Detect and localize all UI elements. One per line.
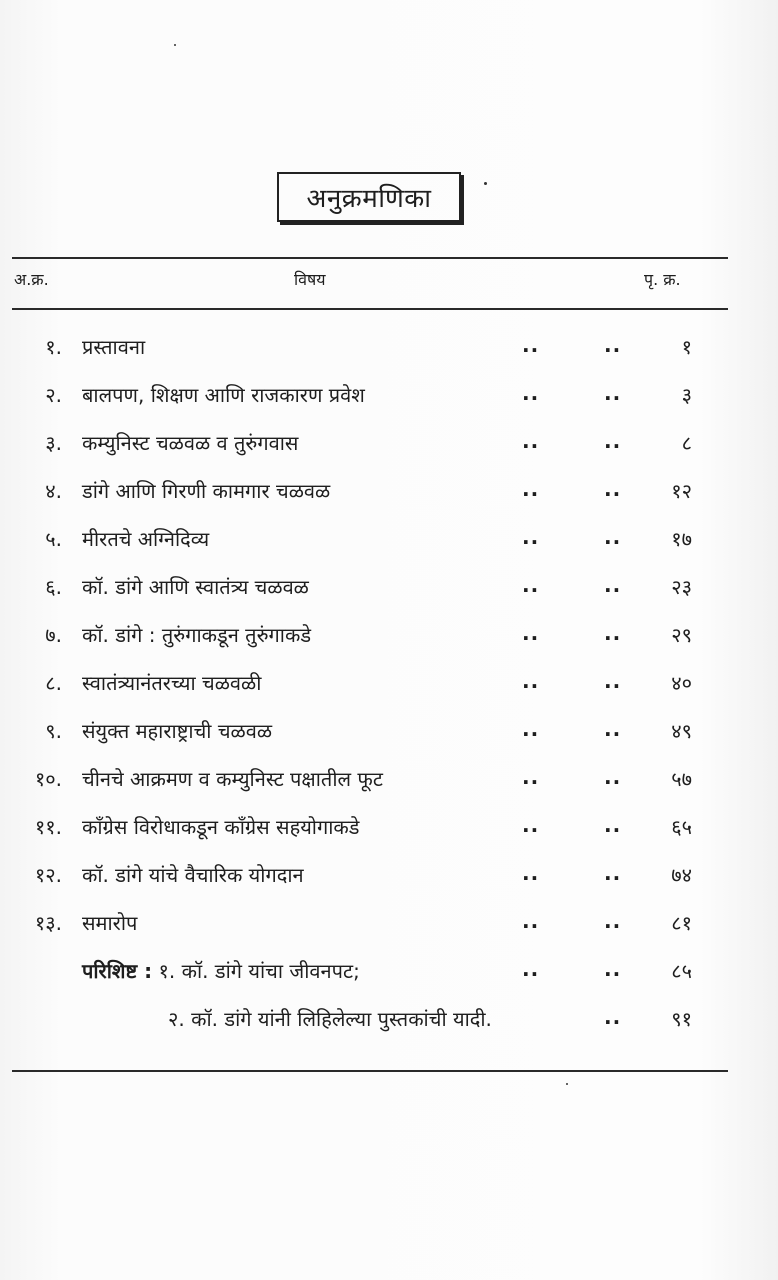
entry-page: २९ bbox=[671, 623, 692, 647]
appendix-entry bbox=[0, 957, 778, 1001]
entry-leader: .. bbox=[604, 957, 622, 981]
contents-entry bbox=[0, 477, 778, 521]
entry-number: ८. bbox=[45, 671, 62, 695]
contents-entry bbox=[0, 573, 778, 617]
entry-number: ५. bbox=[45, 527, 62, 551]
entry-leader: .. bbox=[522, 381, 540, 405]
entry-leader: .. bbox=[522, 429, 540, 453]
header-rule bbox=[12, 308, 728, 310]
entry-leader: .. bbox=[522, 669, 540, 693]
entry-leader: .. bbox=[522, 525, 540, 549]
contents-entry bbox=[0, 333, 778, 377]
entry-leader: .. bbox=[604, 765, 622, 789]
entry-page: ८१ bbox=[671, 911, 692, 935]
contents-heading: अनुक्रमणिका bbox=[277, 172, 461, 222]
entry-number: ३. bbox=[45, 431, 62, 455]
entry-title: चीनचे आक्रमण व कम्युनिस्ट पक्षातील फूट bbox=[82, 767, 383, 791]
entry-number: १२. bbox=[34, 863, 62, 887]
entry-leader: .. bbox=[604, 333, 622, 357]
entry-leader: .. bbox=[604, 861, 622, 885]
column-header-number: अ.क्र. bbox=[14, 270, 49, 289]
entry-page: १७ bbox=[671, 527, 692, 551]
contents-entry bbox=[0, 765, 778, 809]
column-header-page: पृ. क्र. bbox=[644, 270, 681, 289]
bottom-rule bbox=[12, 1070, 728, 1072]
appendix-entry bbox=[0, 1005, 778, 1049]
appendix-item-1: १. कॉ. डांगे यांचा जीवनपट; bbox=[158, 959, 360, 983]
contents-entry bbox=[0, 381, 778, 425]
entry-page: ८ bbox=[681, 431, 692, 455]
entry-page: २३ bbox=[671, 575, 692, 599]
entry-leader: .. bbox=[604, 813, 622, 837]
entry-leader: .. bbox=[604, 477, 622, 501]
appendix-title bbox=[82, 957, 360, 984]
entry-leader: .. bbox=[604, 621, 622, 645]
entry-page: ४० bbox=[671, 671, 692, 695]
entry-number: २. bbox=[45, 383, 62, 407]
entry-leader: .. bbox=[522, 765, 540, 789]
entry-page: ४९ bbox=[671, 719, 692, 743]
entry-title: संयुक्त महाराष्ट्राची चळवळ bbox=[82, 719, 273, 743]
entry-number: ९. bbox=[45, 719, 62, 743]
entry-page: १ bbox=[681, 335, 692, 359]
entry-leader: .. bbox=[522, 477, 540, 501]
entry-leader: .. bbox=[522, 861, 540, 885]
contents-entry bbox=[0, 813, 778, 857]
entry-leader: .. bbox=[522, 333, 540, 357]
entry-leader: .. bbox=[604, 381, 622, 405]
contents-entry bbox=[0, 429, 778, 473]
entry-leader: .. bbox=[604, 669, 622, 693]
entry-title: बालपण, शिक्षण आणि राजकारण प्रवेश bbox=[82, 383, 365, 407]
entry-number: १. bbox=[45, 335, 62, 359]
entry-leader: .. bbox=[522, 813, 540, 837]
entry-title: कॉ. डांगे आणि स्वातंत्र्य चळवळ bbox=[82, 575, 309, 599]
entry-leader: .. bbox=[604, 573, 622, 597]
paper-speck bbox=[566, 1083, 568, 1085]
entry-leader: .. bbox=[522, 909, 540, 933]
entry-leader: .. bbox=[604, 717, 622, 741]
entry-page: ९१ bbox=[671, 1007, 692, 1031]
entry-title: डांगे आणि गिरणी कामगार चळवळ bbox=[82, 479, 331, 503]
entry-number: ६. bbox=[45, 575, 62, 599]
entry-leader: .. bbox=[604, 1005, 622, 1029]
entry-leader: .. bbox=[604, 525, 622, 549]
entry-page: ७४ bbox=[671, 863, 692, 887]
contents-entry bbox=[0, 525, 778, 569]
entry-title: प्रस्तावना bbox=[82, 335, 146, 359]
contents-entry bbox=[0, 861, 778, 905]
entry-title: कॉ. डांगे यांचे वैचारिक योगदान bbox=[82, 863, 304, 887]
entry-title: स्वातंत्र्यानंतरच्या चळवळी bbox=[82, 671, 262, 695]
entry-page: ६५ bbox=[671, 815, 692, 839]
entry-title: समारोप bbox=[82, 911, 138, 935]
entry-number: ४. bbox=[45, 479, 62, 503]
entry-title: मीरतचे अग्निदिव्य bbox=[82, 527, 210, 551]
contents-entry bbox=[0, 717, 778, 761]
appendix-label: परिशिष्ट : bbox=[82, 959, 153, 983]
paper-speck bbox=[484, 182, 487, 185]
column-header-subject: विषय bbox=[294, 270, 326, 289]
entry-leader: .. bbox=[604, 429, 622, 453]
entry-title: कॉंग्रेस विरोधाकडून कॉंग्रेस सहयोगाकडे bbox=[82, 815, 360, 839]
entry-leader: .. bbox=[522, 957, 540, 981]
contents-entry bbox=[0, 909, 778, 953]
entry-leader: .. bbox=[522, 573, 540, 597]
entry-title: कॉ. डांगे : तुरुंगाकडून तुरुंगाकडे bbox=[82, 623, 312, 647]
contents-entry bbox=[0, 669, 778, 713]
entry-number: १०. bbox=[34, 767, 62, 791]
contents-entry bbox=[0, 621, 778, 665]
entry-page: ३ bbox=[681, 383, 692, 407]
entry-page: १२ bbox=[671, 479, 692, 503]
entry-page: ५७ bbox=[671, 767, 692, 791]
entry-title: कम्युनिस्ट चळवळ व तुरुंगवास bbox=[82, 431, 299, 455]
entry-number: ११. bbox=[34, 815, 62, 839]
entry-leader: .. bbox=[604, 909, 622, 933]
entry-number: १३. bbox=[34, 911, 62, 935]
entry-page: ८५ bbox=[671, 959, 692, 983]
entry-leader: .. bbox=[522, 717, 540, 741]
appendix-item-2: २. कॉ. डांगे यांनी लिहिलेल्या पुस्तकांची यादी. bbox=[168, 1007, 492, 1031]
entry-number: ७. bbox=[45, 623, 62, 647]
entry-leader: .. bbox=[522, 621, 540, 645]
top-rule bbox=[12, 257, 728, 259]
paper-speck bbox=[174, 44, 176, 46]
